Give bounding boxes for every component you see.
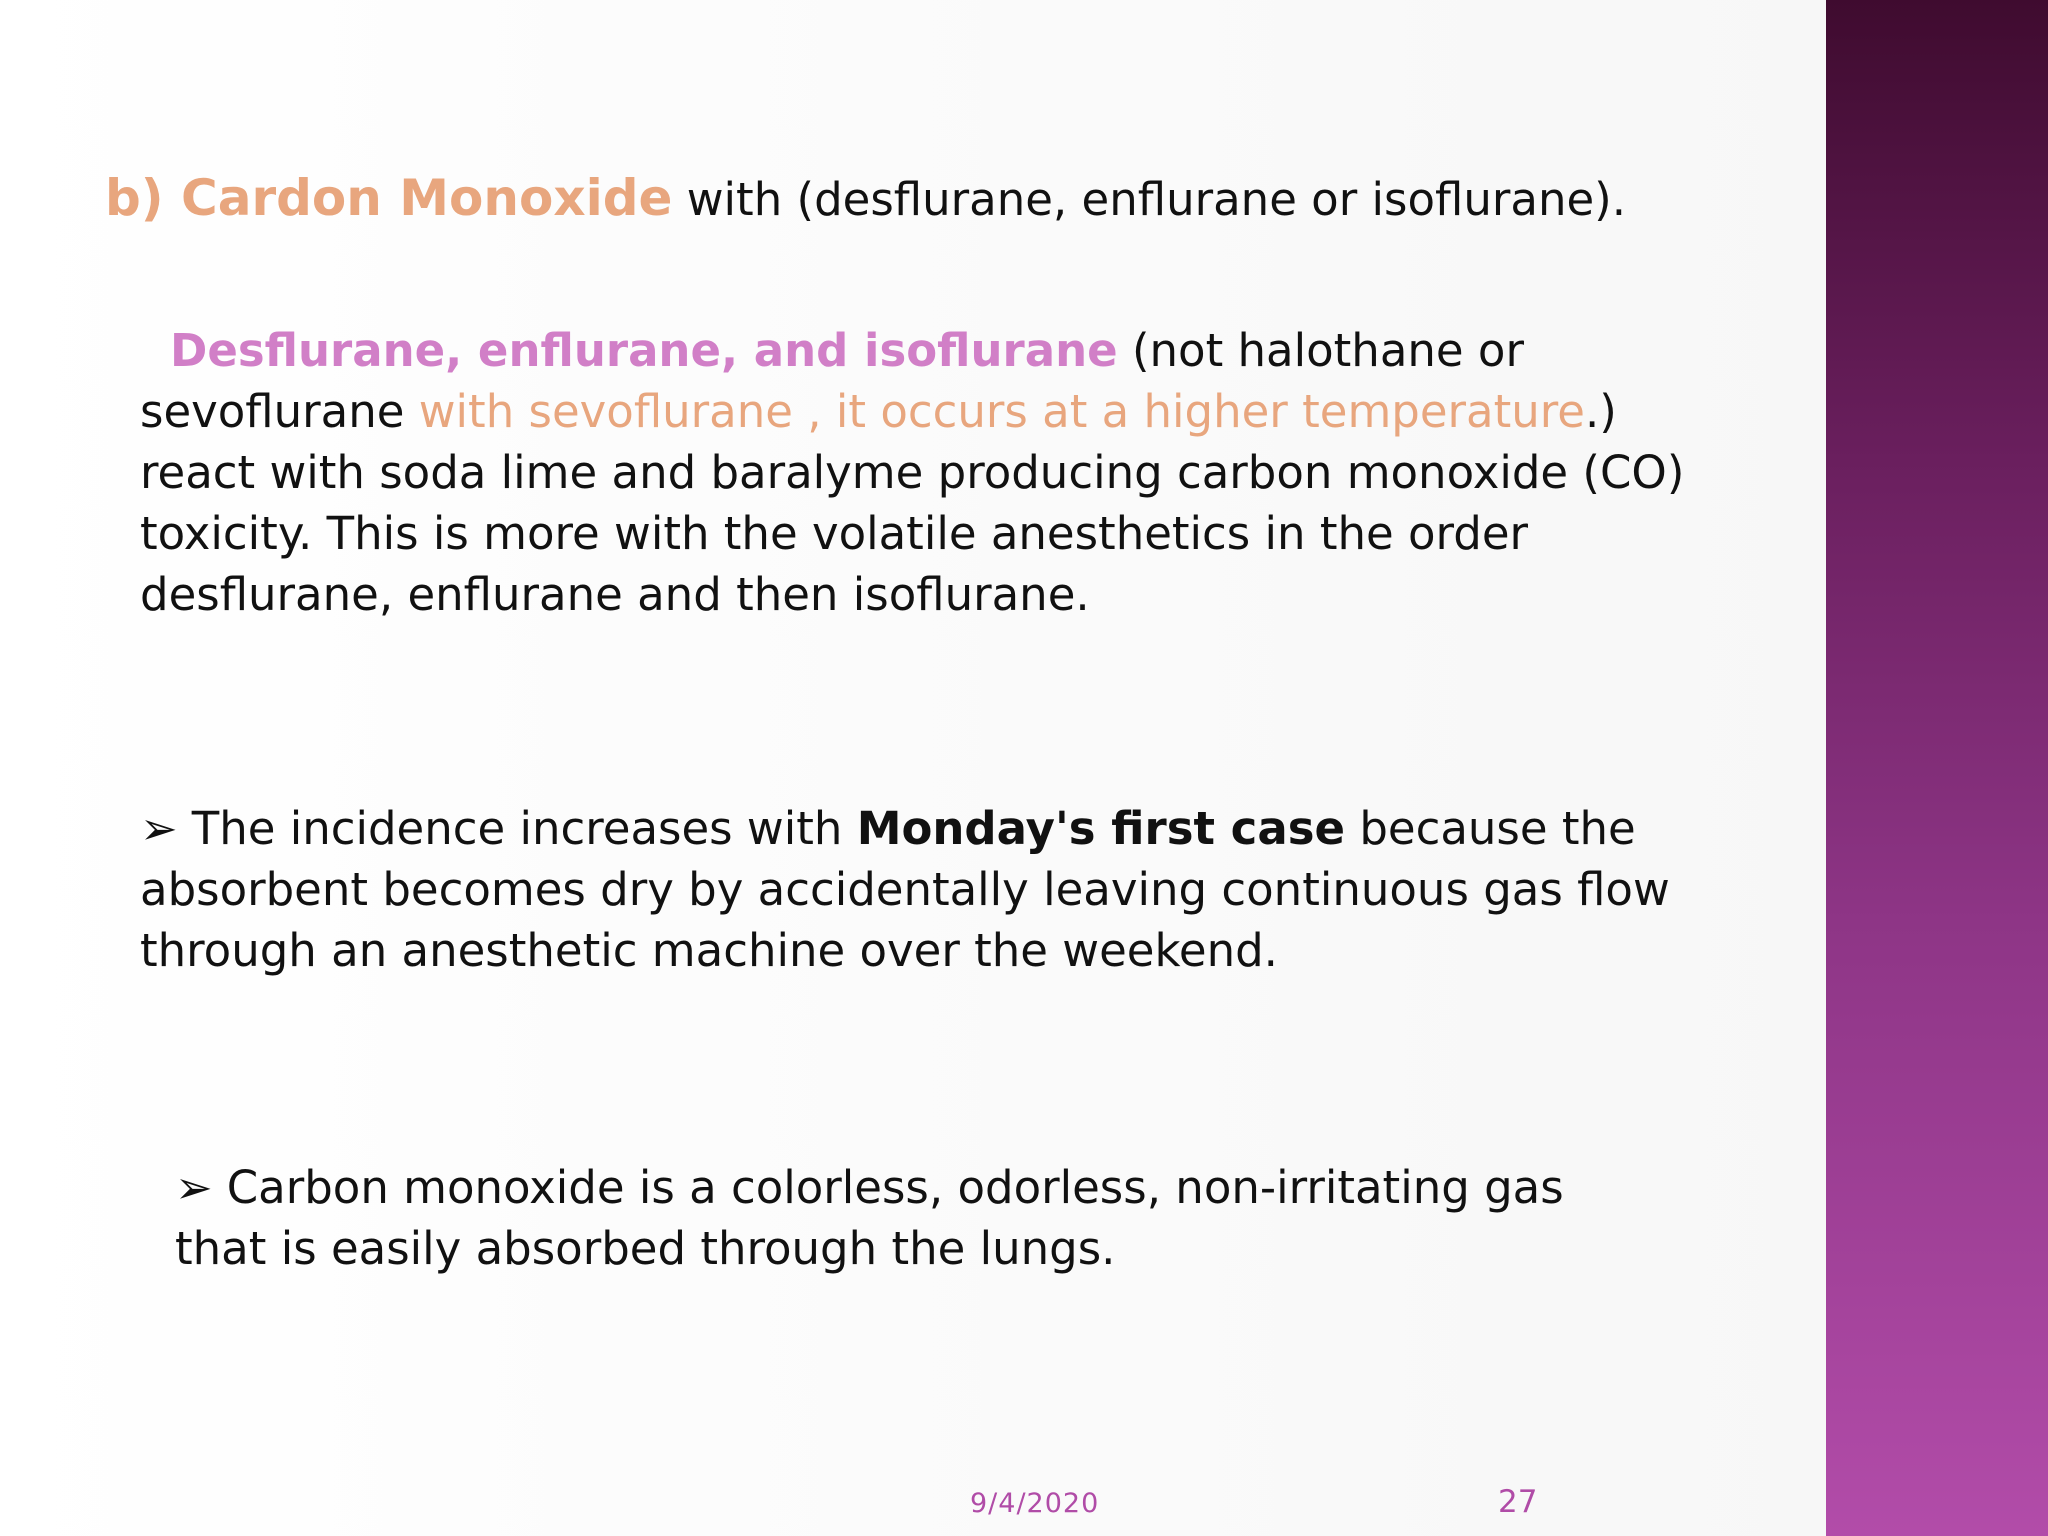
paragraph-line: Desflurane, enflurane, and isoflurane (not halothane or [170, 324, 1524, 377]
arrow-bullet-icon: ➢ [175, 1161, 213, 1214]
bullet-line: absorbent becomes dry by accidentally leaving continuous gas flow [140, 863, 1670, 916]
paragraph-line: toxicity. This is more with the volatile anesthetics in the order [140, 507, 1529, 560]
monday-highlight: Monday's first case [856, 802, 1346, 855]
paragraph-line: react with soda lime and baralyme producing carbon monoxide (CO) [140, 446, 1685, 499]
bullet-co-properties [175, 1157, 1775, 1279]
bullet-line: ➢ The incidence increases with Monday's first case because the [140, 798, 1820, 859]
footer-date: 9/4/2020 [970, 1488, 1100, 1519]
bullet-line: through an anesthetic machine over the weekend. [140, 924, 1278, 977]
bullet-line: that is easily absorbed through the lungs. [175, 1222, 1116, 1275]
slide-title [105, 168, 1626, 230]
decorative-side-band [1826, 0, 2048, 1536]
bullet-monday-case [140, 798, 1820, 981]
title-highlight: b) Cardon Monoxide [105, 169, 673, 227]
sevoflurane-note: with sevoflurane , it occurs at a higher temperature [418, 385, 1585, 438]
arrow-bullet-icon: ➢ [140, 802, 178, 855]
paragraph-co-reaction [140, 320, 1820, 625]
title-rest: with (desflurane, enflurane or isoflurane). [672, 173, 1627, 226]
paragraph-line: sevoflurane with sevoflurane , it occurs at a higher temperature.) [140, 385, 1617, 438]
paragraph-line: desflurane, enflurane and then isoflurane. [140, 568, 1090, 621]
agents-highlight: Desflurane, enflurane, and isoflurane [170, 324, 1118, 377]
page-number: 27 [1498, 1484, 1538, 1520]
bullet-line: ➢ Carbon monoxide is a colorless, odorless, non-irritating gas [175, 1157, 1775, 1218]
